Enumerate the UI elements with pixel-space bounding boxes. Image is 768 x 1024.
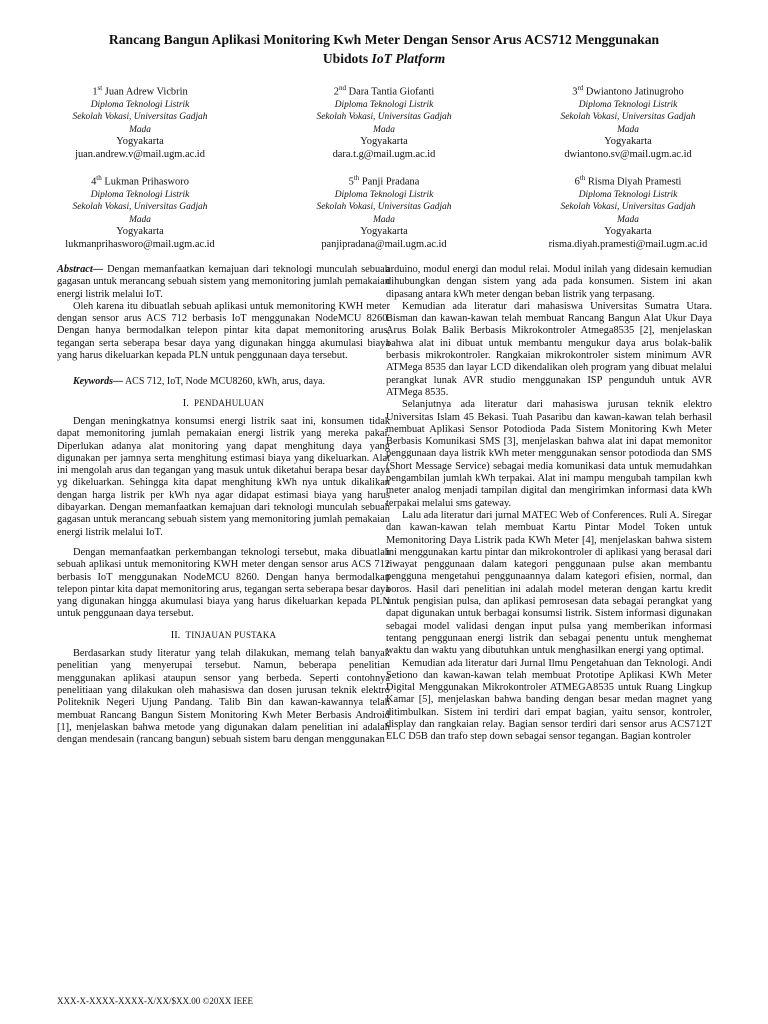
author-name: 1st Juan Adrew Vicbrin [92, 84, 188, 98]
author-affiliation: Mada [373, 124, 395, 135]
author-affiliation: Sekolah Vokasi, Universitas Gadjah [560, 202, 696, 213]
body-paragraph: Dengan meningkatnya konsumsi energi listrik saat ini, konsumen tidak dapat memonitoring jumlah pemakaian energi listrik yang mereka pakai. Diperlukan adanya alat monitoring yang dapat menghitung daya yang digunakan per jamnya serta menghitung estimasi biaya yang dikeluarkan. Alat ini mengolah arus dan tegangan yang masuk untuk diketahui berapa besar daya yg dikeluarkan. Sehingga kita dapat menghitung kWh nya untuk dikalikan dengan harga listrik per kWh nya agar didapat estimasi biaya yang harus dibayarkan. Dengan memanfaatkan kemajuan dari teknologi munculah sebuah gagasan untuk merancang sebuah sistem yang memonitoring jumlah pemakaian energi listrik melalui IoT. [57, 415, 390, 538]
author-affiliation: Diploma Teknologi Listrik [90, 190, 190, 201]
author-affiliation: Sekolah Vokasi, Universitas Gadjah [72, 202, 208, 213]
author-city: Yogyakarta [360, 136, 408, 148]
author-email: juan.andrew.v@mail.ugm.ac.id [75, 148, 205, 160]
author-affiliation: Mada [373, 214, 395, 225]
author-card [40, 82, 240, 172]
author-email: risma.diyah.pramesti@mail.ugm.ac.id [548, 238, 708, 250]
body-paragraph: Berdasarkan study literatur yang telah dilakukan, memang telah banyak penelitian yang menyerupai tersebut. Namun, beberapa penelitian menggunakan aplikasi ataupun sensor yang berbeda. Seperti contohnya penelitiaan yang dilakukan oleh mahasiswa dan dosen jurusan teknik elektro Politeknik Negeri Ujung Pandang. Talib Bin dan kawan-kawannya telah membuat Rancang Bangun Sistem Monitoring Kwh Meter Berbasis Android [1], menjelaskan bahwa metode yang digunakan dalam penelitian ini adalah dengan mendesain (rancang bangun) sebuah sistem baru dengan menggunakan [57, 648, 390, 746]
author-affiliation: Diploma Teknologi Listrik [578, 190, 678, 201]
author-city: Yogyakarta [116, 136, 164, 148]
author-name: 3rd Dwiantono Jatinugroho [572, 84, 684, 98]
author-affiliation: Diploma Teknologi Listrik [90, 100, 190, 111]
author-email: dwiantono.sv@mail.ugm.ac.id [564, 148, 692, 160]
author-name: 4th Lukman Prihasworo [91, 174, 189, 188]
author-name: 2nd Dara Tantia Giofanti [333, 84, 435, 98]
author-affiliation: Mada [617, 124, 639, 135]
author-affiliation: Diploma Teknologi Listrik [334, 190, 434, 201]
author-email: dara.t.g@mail.ugm.ac.id [332, 148, 436, 160]
title-line-2-prefix: Ubidots [322, 51, 372, 66]
author-city: Yogyakarta [604, 226, 652, 238]
author-card [528, 82, 728, 172]
author-affiliation: Mada [129, 124, 151, 135]
title-line-2-italic: IoT Platform [371, 51, 446, 66]
author-email: panjipradana@mail.ugm.ac.id [321, 238, 447, 250]
keywords-label: Keywords— [73, 376, 123, 388]
author-affiliation: Mada [129, 214, 151, 225]
abstract-label: Abstract— [57, 264, 104, 275]
section-heading-1: I. PENDAHULUAN [182, 397, 265, 409]
author-card [528, 172, 728, 262]
author-card [40, 172, 240, 262]
author-city: Yogyakarta [604, 136, 652, 148]
copyright-footer: XXX-X-XXXX-XXXX-X/XX/$XX.00 ©20XX IEEE [57, 996, 254, 1006]
author-city: Yogyakarta [116, 226, 164, 238]
paper-title [40, 30, 728, 68]
title-line-1: Rancang Bangun Aplikasi Monitoring Kwh Meter Dengan Sensor Arus ACS712 Menggunakan [108, 32, 660, 47]
body-paragraph: Lalu ada literatur dari jurnal MATEC Web of Conferences. Ruli A. Siregar dan kawan-kawan telah membuat Kartu Pintar Model Token untuk Memonitoring Daya Listrik pada KWh Meter [4], menjelaskan bahwa sistem ini menggunakan kartu pintar dan mikrokontroler di aplikasi yang berasal dari riwayat penggunaan dalam kategori penggunaan pulse akan membantu pengguna mengetahui penggunaannya dalam kategori efisien, normal, dan boros. Hasil dari penelitian ini adalah model meteran dengan kartu kredit untuk pengisian pulsa, dan aplikasi pemrosesan data sebagai perangkat yang dapat digunakan untuk berbagai konsumsi listrik. Sistem informasi digunakan sebagai model validasi dengan input pulsa yang memberikan informasi tentang penggunaan energi listrik dan sebagai penentu untuk menghemat waktu dan waktu yang dibutuhkan untuk menghasilkan energi yang optimal. [386, 509, 712, 657]
body-paragraph: Kemudian ada literatur dari mahasiswa Universitas Sumatra Utara. Bisman dan kawan-kawan telah membuat Rancang Bangun Alat Ukur Daya Arus Bolak Balik Berbasis Mikrokontroler Atmega8535 [2], menjelaskan bahwa alat ini dibuat untuk membantu mengukur daya arus bolak-balik berbasis mikrokontroler. Rangkaian mikrokontroler sistem minimum AVR ATMega 8535 dan layar LCD dikendalikan oleh program yang dibuat melalui perangkat lunak AVR studio menggunakan ISP pengunduh untuk AVR ATMega 8535. [386, 300, 712, 398]
author-affiliation: Mada [617, 214, 639, 225]
author-city: Yogyakarta [360, 226, 408, 238]
section-heading-2: II. TINJAUAN PUSTAKA [170, 629, 277, 641]
abstract-paragraph [57, 264, 390, 301]
author-affiliation: Sekolah Vokasi, Universitas Gadjah [72, 112, 208, 123]
author-affiliation: Sekolah Vokasi, Universitas Gadjah [316, 112, 452, 123]
title-line-2 [40, 49, 728, 68]
author-card [284, 172, 484, 262]
abstract-paragraph-2: Oleh karena itu dibuatlah sebuah aplikasi untuk memonitoring KWH meter dengan sensor arus ACS 712 berbasis IoT menggunakan NodeMCU 8260. Dengan hanya bermodalkan telepon pintar kita dapat memonitoring arus, tegangan serta seberapa besar daya yang digunakan hingga akumulasi biaya yang harus dikeluarkan kepada PLN untuk penggunaan daya tersebut. [57, 300, 390, 362]
keywords [57, 376, 390, 388]
abstract-text: Dengan memanfaatkan kemajuan dari teknologi munculah sebuah gagasan untuk merancang sebuah sistem yang memonitoring jumlah pemakaian energi listrik melalui IoT. [57, 264, 390, 300]
body-paragraph: arduino, modul energi dan modul relai. Modul inilah yang didesain kemudian dihubungkan dengan sistem yang ada pada konsumen. Sistem ini akan dipasang antara kWh meter dengan beban listrik yang terpasang. [386, 264, 712, 300]
author-affiliation: Diploma Teknologi Listrik [578, 100, 678, 111]
author-row-1 [40, 82, 728, 172]
author-email: lukmanprihasworo@mail.ugm.ac.id [65, 238, 215, 250]
author-block [40, 82, 728, 262]
body-paragraph: Dengan memanfaatkan perkembangan teknologi tersebut, maka dibuatlah sebuah aplikasi untuk memonitoring KWH meter dengan sensor arus ACS 712 berbasis IoT menggunakan NodeMCU 8260. Dengan hanya bermodalkan telepon pintar kita dapat memonitoring arus, tegangan serta seberapa besar daya yang digunakan hingga akumulasi biaya yang harus dikeluarkan kepada PLN untuk penggunaan daya tersebut. [57, 546, 390, 620]
author-name: 5th Panji Pradana [348, 174, 420, 188]
author-affiliation: Sekolah Vokasi, Universitas Gadjah [316, 202, 452, 213]
left-column [57, 264, 390, 746]
body-paragraph: Selanjutnya ada literatur dari mahasiswa jurusan teknik elektro Universitas Islam 45 Bekasi. Tuah Pasaribu dan kawan-kawan telah berhasil membuat Aplikasi Sensor Potodioda Pada Sistem Monitoring Kwh Meter Berbasis Komunikasi SMS [3], menjelaskan bahwa alat ini dapat memonitor penggunaan daya listrik kWh meter menggunakan sensor potodioda dan SMS (Short Message Service) sebagai media komunikasi data untuk memudahkan pengambilan jumlah kWh terpakai. Alat ini mampu mengubah tampilan kwh meter analog menjadi tampilan digital dan mengirimkan informasi data kWh terpakai melalui sms gateway. [386, 399, 712, 509]
body-paragraph: Kemudian ada literatur dari Jurnal Ilmu Pengetahuan dan Teknologi. Andi Setiono dan kawan-kawan telah membuat Prototipe Aplikasi KWh Meter Digital Menggunakan Mikrokontroler ATMEGA8535 untuk Ruang Lingkup Kamar [5], menjelaskan bahwa banding dengan besar medan magnet yang ditimbulkan. Sistem ini terdiri dari empat bagian, yaitu sensor, kontroler, display dan rangkaian relay. Bagian sensor terdiri dari sensor arus ACS712T ELC D5B dan trafo step down sebagai sensor tegangan. Bagian kontroler [386, 657, 712, 743]
author-name: 6th Risma Diyah Pramesti [574, 174, 682, 188]
author-affiliation: Diploma Teknologi Listrik [334, 100, 434, 111]
right-column [386, 264, 712, 744]
author-card [284, 82, 484, 172]
author-row-2 [40, 172, 728, 262]
keywords-text: ACS 712, IoT, Node MCU8260, kWh, arus, daya. [123, 376, 326, 388]
author-affiliation: Sekolah Vokasi, Universitas Gadjah [560, 112, 696, 123]
